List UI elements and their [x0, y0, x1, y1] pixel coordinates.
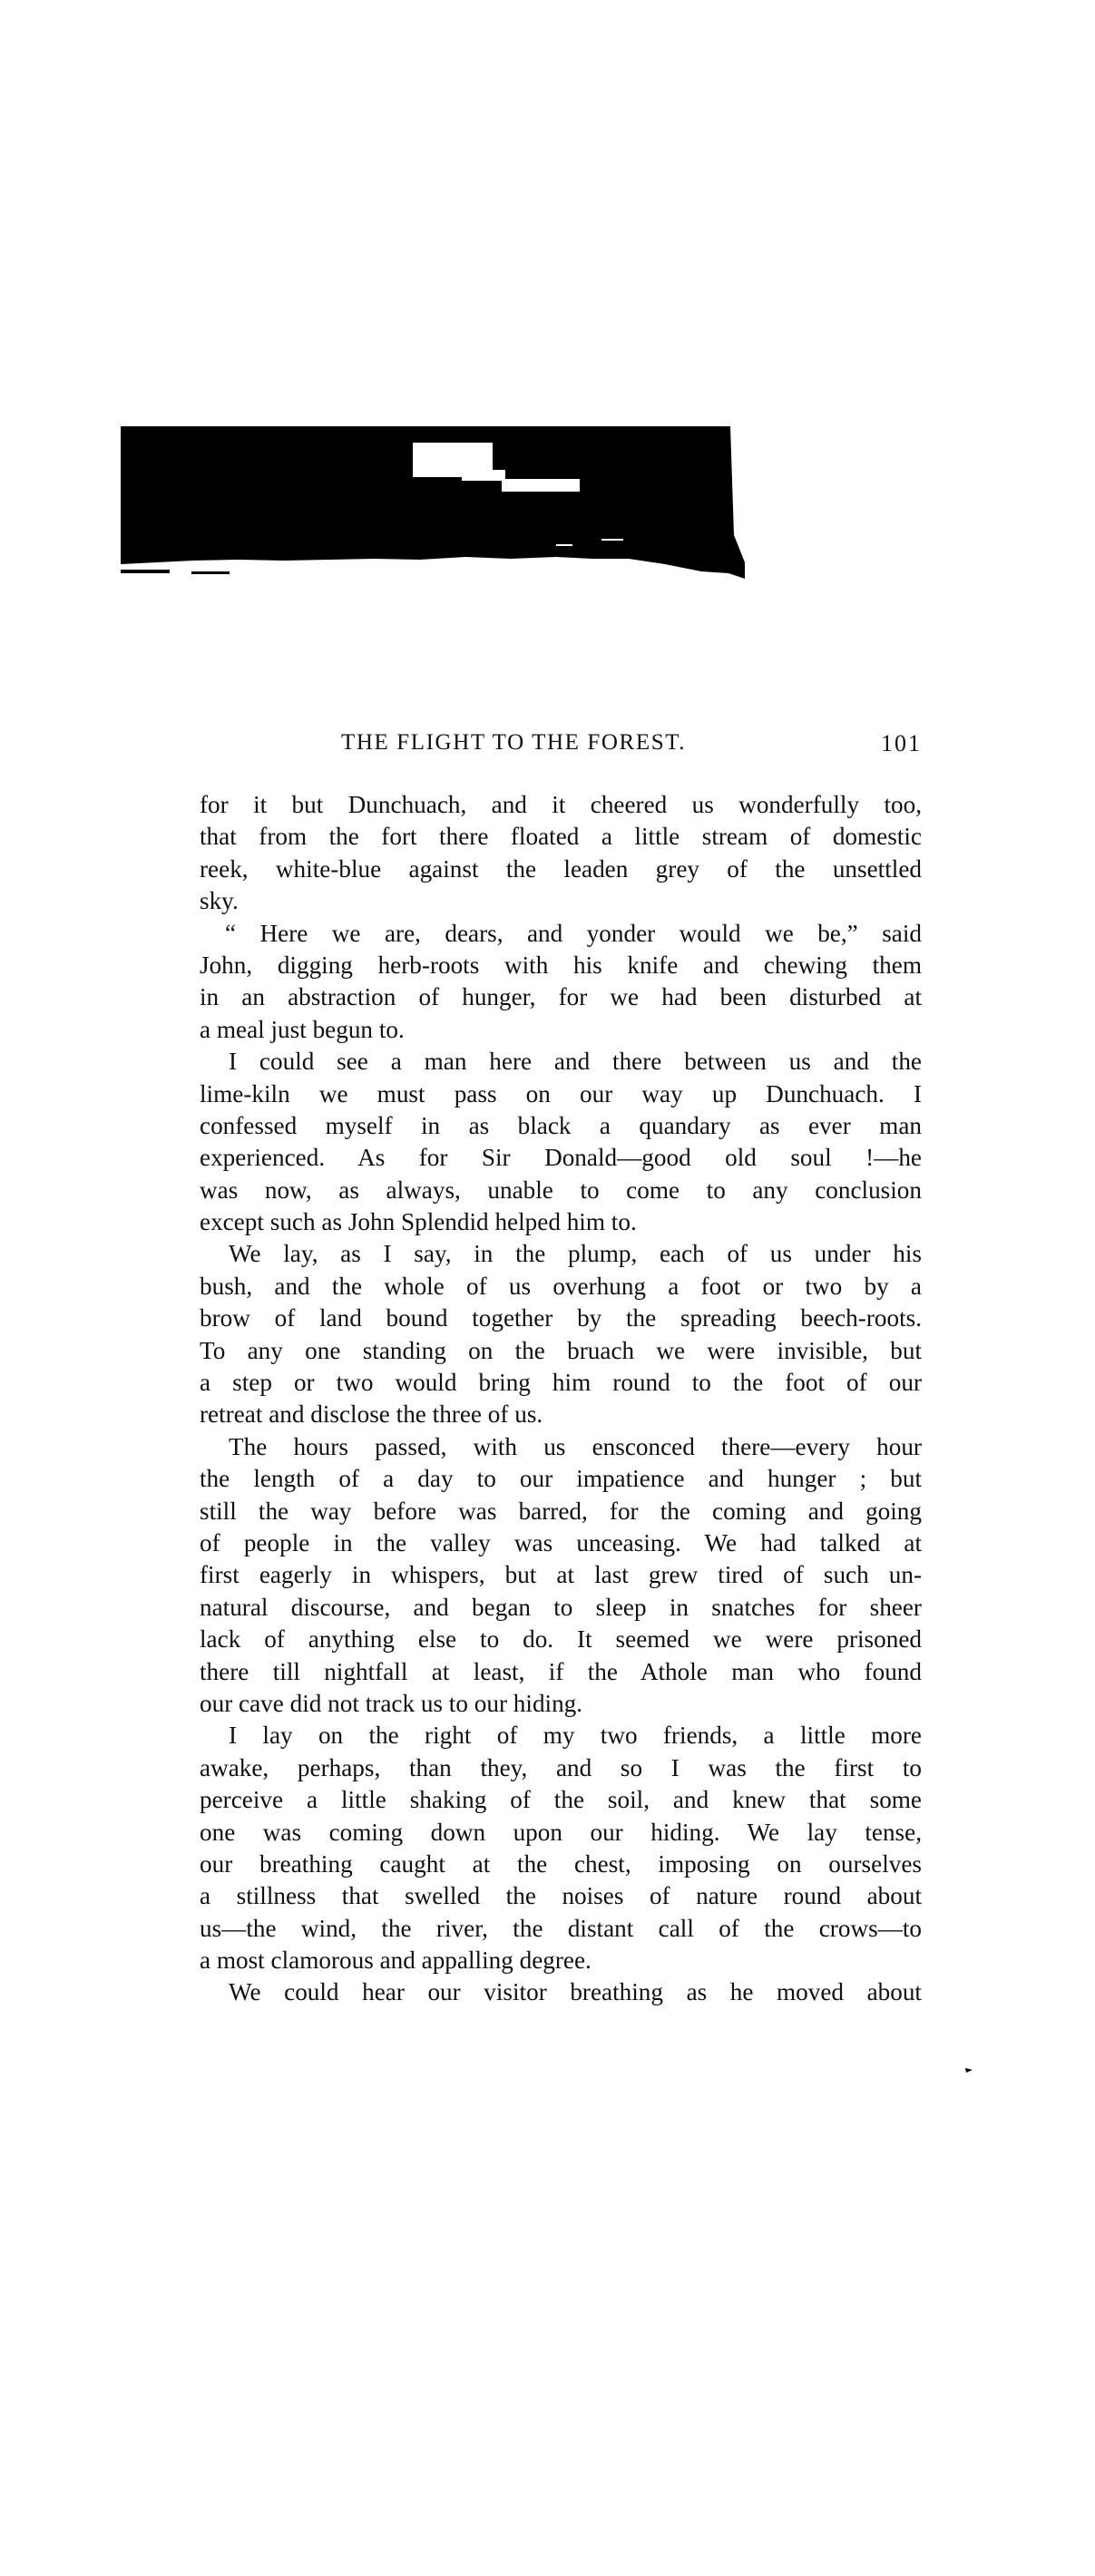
text-line: in an abstraction of hunger, for we had been disturbed at — [200, 983, 922, 1011]
text-line: us—the wind, the river, the distant call of the crows—to — [200, 1914, 922, 1942]
paragraph — [200, 1238, 922, 1430]
text-line: The hours passed, with us ensconced there—every hour — [229, 1432, 922, 1460]
text-line: awake, perhaps, than they, and so I was the first to — [200, 1753, 922, 1781]
text-line: a step or two would bring him round to the foot of our — [200, 1369, 922, 1397]
text-line: “ Here we are, dears, and yonder would we be,” said — [225, 919, 922, 947]
paragraph — [200, 1046, 922, 1238]
text-line: one was coming down upon our hiding. We lay tense, — [200, 1818, 922, 1846]
text-line: the length of a day to our impatience and hunger ; but — [200, 1465, 922, 1493]
page-number: 101 — [881, 730, 922, 756]
text-line: a stillness that swelled the noises of nature round about — [200, 1882, 922, 1910]
text-line: reek, white-blue against the leaden grey of the unsettled — [200, 854, 922, 883]
text-line: was now, as always, unable to come to any conclusion — [200, 1176, 922, 1204]
text-line: To any one standing on the bruach we were invisible, but — [200, 1336, 922, 1364]
text-line: We lay, as I say, in the plump, each of us under his — [229, 1240, 922, 1268]
body-text — [200, 789, 922, 2009]
text-line: that from the fort there floated a little stream of domestic — [200, 823, 922, 851]
text-line: our cave did not track us to our hiding. — [200, 1689, 583, 1717]
paragraph — [200, 1431, 922, 1721]
text-line: a most clamorous and appalling degree. — [200, 1947, 591, 1975]
text-line: bush, and the whole of us overhung a foot or two by a — [200, 1272, 922, 1300]
stray-ink-mark — [964, 2065, 973, 2074]
paragraph — [200, 789, 922, 918]
text-line: still the way before was barred, for the coming and going — [200, 1497, 922, 1525]
text-line: lack of anything else to do. It seemed we were prisoned — [200, 1625, 922, 1654]
paragraph — [200, 1720, 922, 1976]
text-line: of people in the valley was unceasing. We had talked at — [200, 1528, 922, 1556]
paragraph — [200, 918, 922, 1047]
text-line: first eagerly in whispers, but at last grew tired of such un- — [200, 1561, 922, 1589]
text-line: retreat and disclose the three of us. — [200, 1400, 543, 1429]
paragraph — [200, 1976, 922, 2008]
text-line: a meal just begun to. — [200, 1015, 405, 1043]
text-line: I could see a man here and there between us and the — [229, 1048, 922, 1076]
text-line: except such as John Splendid helped him to. — [200, 1208, 637, 1236]
text-line: for it but Dunchuach, and it cheered us wonderfully too, — [200, 791, 922, 818]
text-line: lime-kiln we must pass on our way up Dunchuach. I — [200, 1079, 922, 1107]
running-title: THE FLIGHT TO THE FOREST. — [341, 730, 687, 755]
running-head — [200, 730, 922, 761]
text-line: I lay on the right of my two friends, a little more — [229, 1722, 922, 1750]
text-line: perceive a little shaking of the soil, and knew that some — [200, 1786, 922, 1814]
text-line: brow of land bound together by the spreading beech-roots. — [200, 1304, 922, 1332]
text-line: there till nightfall at least, if the Athole man who found — [200, 1657, 922, 1685]
text-line: We could hear our visitor breathing as he moved about — [229, 1978, 922, 2006]
text-line: John, digging herb-roots with his knife and chewing them — [200, 951, 922, 979]
text-line: natural discourse, and began to sleep in snatches for sheer — [200, 1593, 922, 1621]
text-line: experienced. As for Sir Donald—good old soul !—he — [200, 1144, 922, 1172]
text-line: sky. — [200, 887, 239, 915]
text-line: our breathing caught at the chest, imposing on ourselves — [200, 1849, 922, 1878]
scanned-ink-block — [121, 426, 745, 581]
text-line: confessed myself in as black a quandary as ever man — [200, 1111, 922, 1139]
